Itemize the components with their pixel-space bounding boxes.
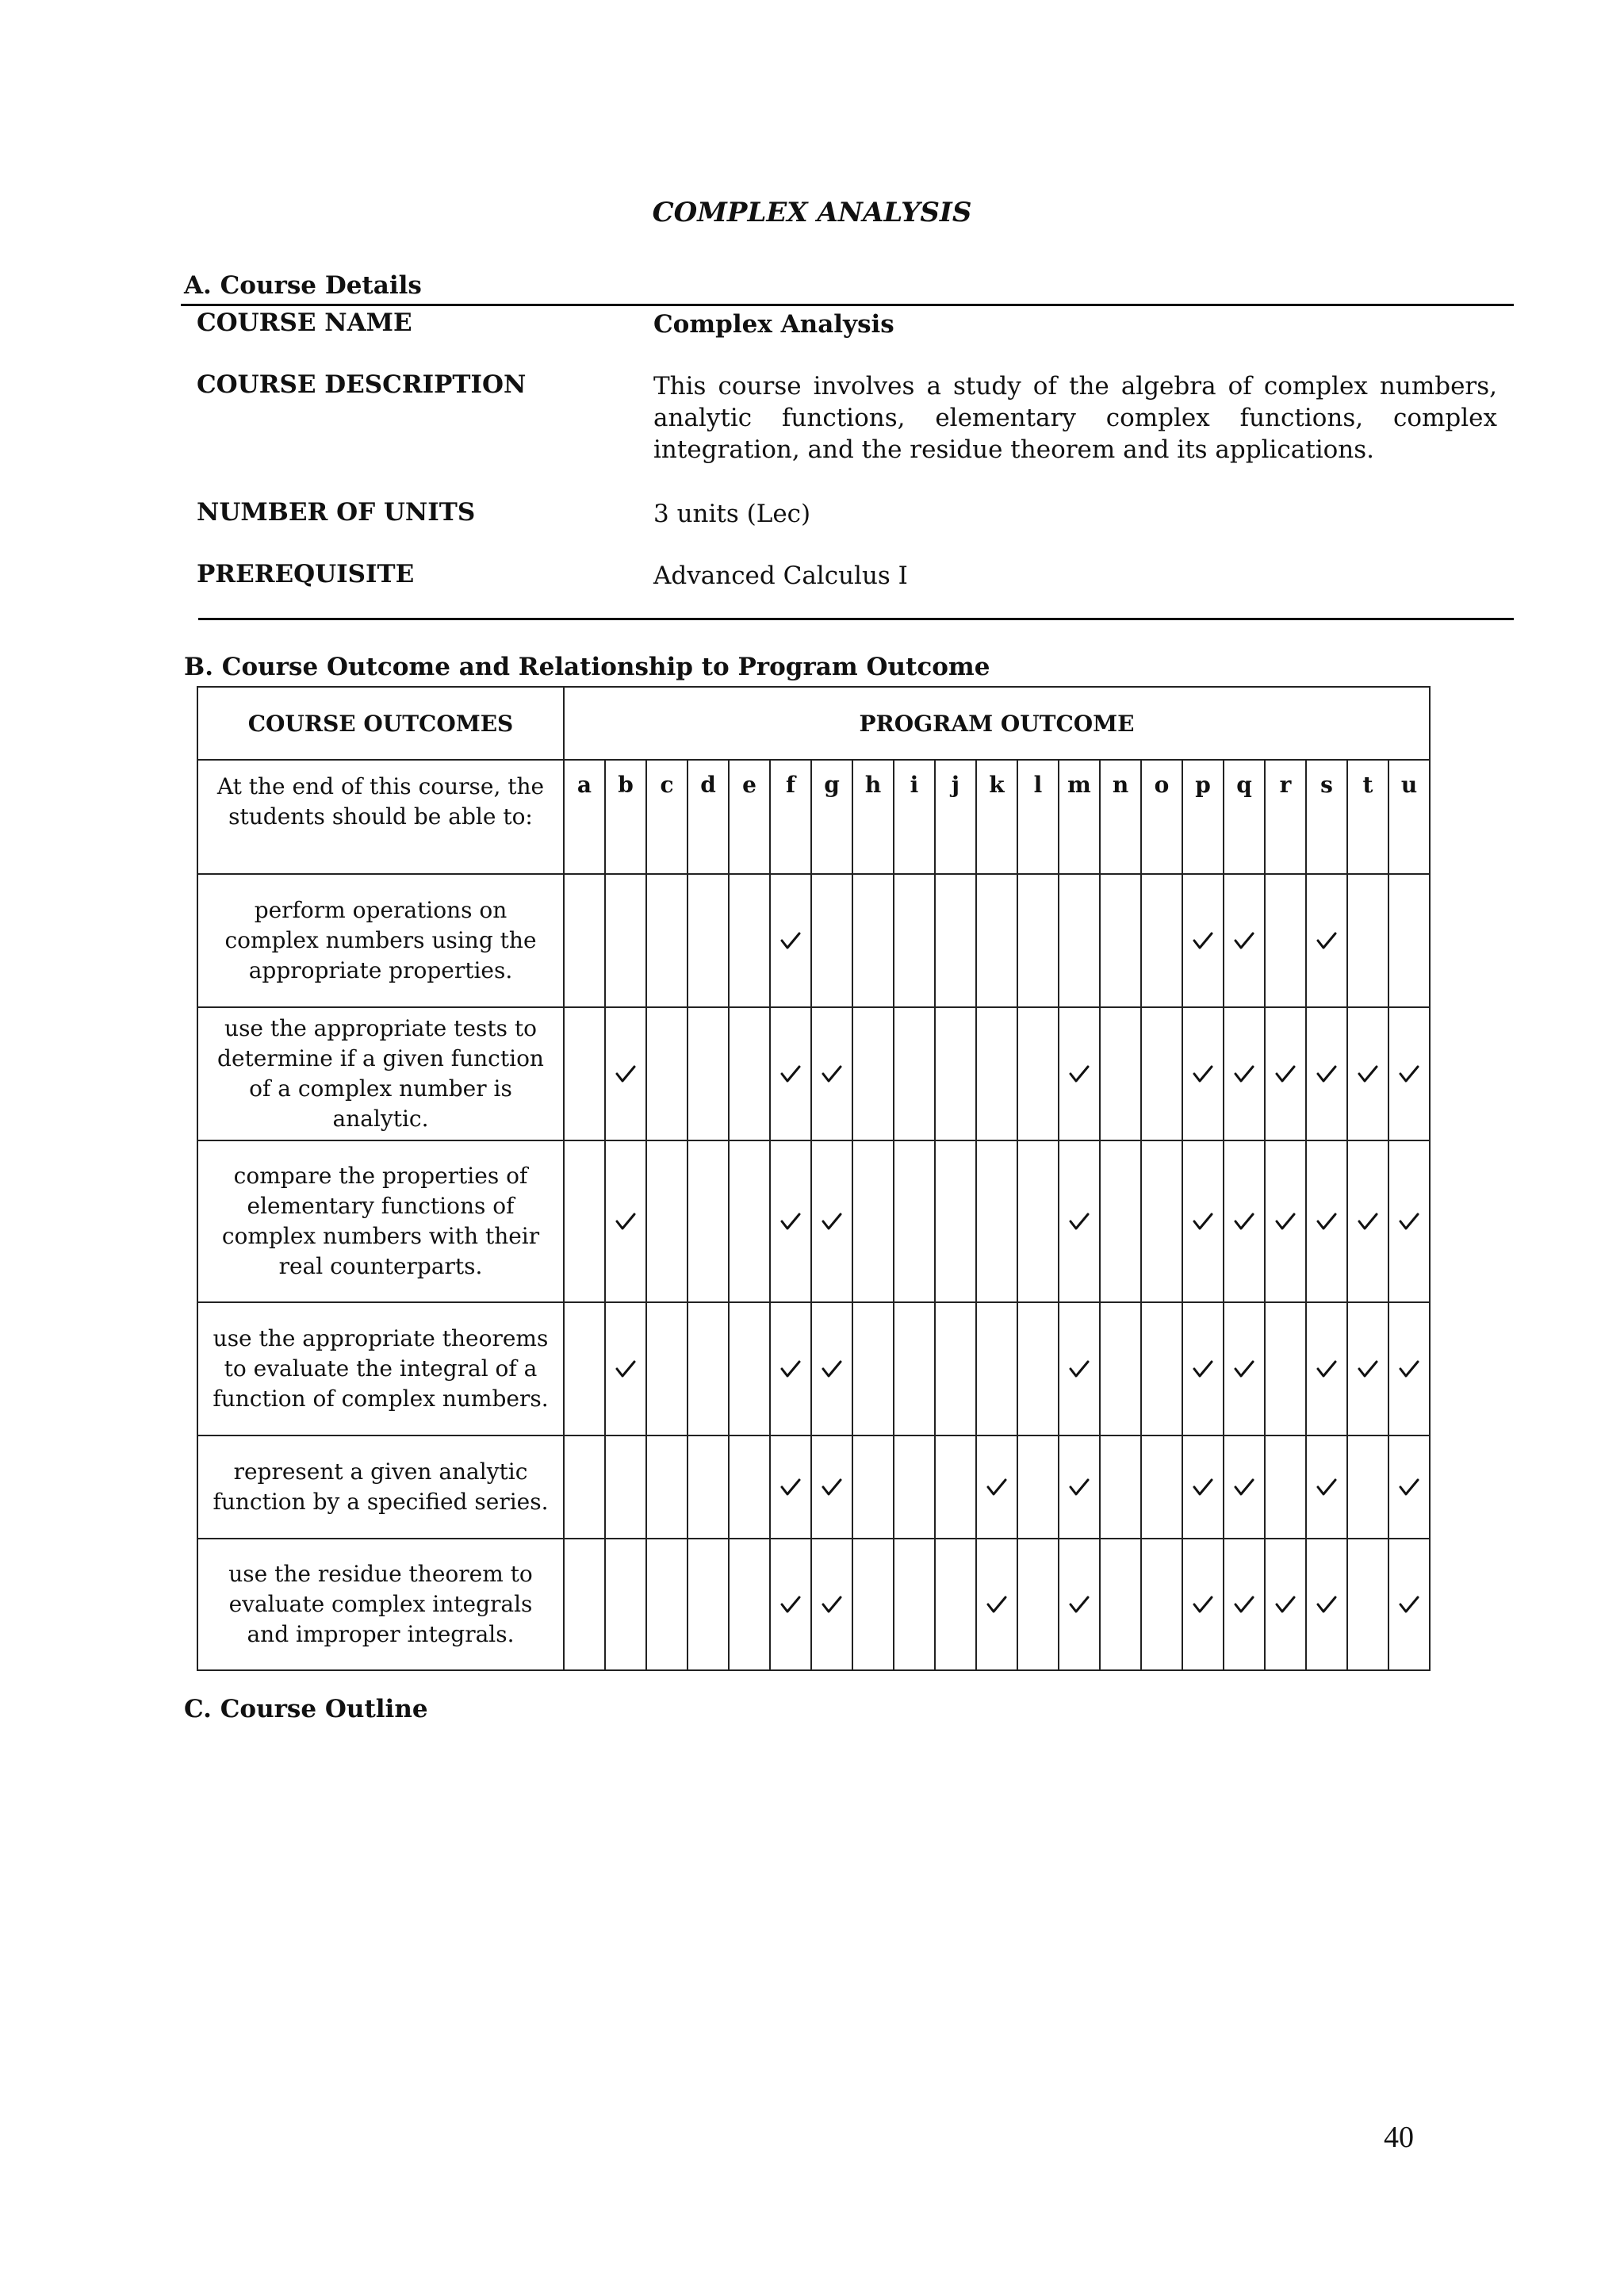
outcomes-table: [197, 686, 1431, 1671]
outcome-cell: [1182, 1007, 1224, 1140]
check-icon: [1234, 1478, 1254, 1497]
outcome-cell: [564, 1302, 605, 1435]
check-icon: [822, 1064, 842, 1083]
program-outcome-letter: d: [688, 760, 729, 874]
check-icon: [1193, 1478, 1213, 1497]
outcome-cell: [729, 1539, 770, 1670]
outcome-cell: [1388, 874, 1430, 1007]
outcome-cell: [688, 874, 729, 1007]
program-outcome-letter: f: [770, 760, 811, 874]
outcome-cell: [976, 1539, 1017, 1670]
section-c-heading: C. Course Outline: [184, 1695, 428, 1723]
program-outcome-letter: o: [1141, 760, 1182, 874]
outcome-cell: [605, 1007, 646, 1140]
outcome-cell: [1224, 1539, 1265, 1670]
check-icon: [1358, 1212, 1378, 1231]
check-icon: [780, 1478, 801, 1497]
outcome-cell: [1059, 1140, 1100, 1302]
outcome-cell: [688, 1435, 729, 1539]
program-outcome-letter: j: [935, 760, 976, 874]
check-icon: [1193, 1359, 1213, 1378]
outcome-cell: [1347, 1140, 1388, 1302]
program-outcome-letter: a: [564, 760, 605, 874]
check-icon: [1399, 1478, 1419, 1497]
outcome-cell: [894, 1140, 935, 1302]
outcome-cell: [646, 1140, 688, 1302]
check-icon: [822, 1478, 842, 1497]
outcome-cell: [564, 874, 605, 1007]
check-icon: [780, 1064, 801, 1083]
check-icon: [1069, 1064, 1090, 1083]
course-name-label: COURSE NAME: [197, 309, 412, 337]
outcome-cell: [935, 874, 976, 1007]
outcome-cell: [1017, 1140, 1059, 1302]
outcome-cell: [1182, 874, 1224, 1007]
outcome-cell: [1224, 1140, 1265, 1302]
outcome-cell: [1224, 1435, 1265, 1539]
check-icon: [1069, 1478, 1090, 1497]
check-icon: [1234, 931, 1254, 950]
outcome-cell: [1141, 1435, 1182, 1539]
outcome-cell: [935, 1539, 976, 1670]
outcome-cell: [646, 1435, 688, 1539]
program-outcome-letter: t: [1347, 760, 1388, 874]
outcome-cell: [1100, 1007, 1141, 1140]
outcome-cell: [1059, 1007, 1100, 1140]
outcome-cell: [852, 1539, 894, 1670]
outcome-cell: [852, 1435, 894, 1539]
check-icon: [1316, 1478, 1337, 1497]
program-outcome-letter: e: [729, 760, 770, 874]
check-icon: [780, 1212, 801, 1231]
outcome-cell: [1141, 1302, 1182, 1435]
outcome-row: [197, 874, 1430, 1007]
course-outcome-text: perform operations on complex numbers using the appropriate properties.: [197, 874, 564, 1007]
outcome-row: [197, 1007, 1430, 1140]
outcome-cell: [811, 874, 852, 1007]
outcome-cell: [1141, 1539, 1182, 1670]
outcome-cell: [1306, 1435, 1347, 1539]
outcome-cell: [1182, 1302, 1224, 1435]
outcome-cell: [1388, 1435, 1430, 1539]
outcome-cell: [646, 1007, 688, 1140]
program-outcome-letter: k: [976, 760, 1017, 874]
outcome-cell: [770, 874, 811, 1007]
course-outcome-text: represent a given analytic function by a specified series.: [197, 1435, 564, 1539]
outcome-cell: [852, 1140, 894, 1302]
check-icon: [1358, 1359, 1378, 1378]
outcome-cell: [1224, 874, 1265, 1007]
course-outcomes-header: COURSE OUTCOMES: [197, 687, 564, 760]
program-outcome-letter: q: [1224, 760, 1265, 874]
outcome-cell: [811, 1302, 852, 1435]
outcome-cell: [1388, 1539, 1430, 1670]
course-outcome-text: compare the properties of elementary functions of complex numbers with their real counterparts.: [197, 1140, 564, 1302]
program-outcome-letter: i: [894, 760, 935, 874]
check-icon: [615, 1212, 636, 1231]
outcome-cell: [564, 1435, 605, 1539]
program-outcome-letter: n: [1100, 760, 1141, 874]
check-icon: [1399, 1359, 1419, 1378]
check-icon: [986, 1595, 1007, 1614]
outcome-cell: [605, 1140, 646, 1302]
course-description-value: This course involves a study of the algebra of complex numbers, analytic functions, elementary complex functions, complex integration, and the residue theorem and its applications.: [653, 372, 1497, 464]
table-subheader-row: [197, 760, 1430, 874]
outcome-cell: [688, 1007, 729, 1140]
program-outcome-letter: s: [1306, 760, 1347, 874]
outcome-cell: [646, 1539, 688, 1670]
check-icon: [1193, 931, 1213, 950]
section-b-heading: B. Course Outcome and Relationship to Program Outcome: [184, 653, 990, 681]
outcome-cell: [935, 1007, 976, 1140]
outcome-cell: [564, 1539, 605, 1670]
outcome-cell: [1265, 1435, 1306, 1539]
prerequisite-label: PREREQUISITE: [197, 560, 415, 588]
outcome-cell: [1100, 1435, 1141, 1539]
check-icon: [1399, 1064, 1419, 1083]
outcome-cell: [1141, 1007, 1182, 1140]
check-icon: [1316, 1359, 1337, 1378]
check-icon: [1316, 931, 1337, 950]
outcome-cell: [1141, 874, 1182, 1007]
outcome-cell: [1017, 874, 1059, 1007]
outcome-cell: [605, 874, 646, 1007]
check-icon: [1069, 1212, 1090, 1231]
outcome-cell: [1265, 1302, 1306, 1435]
check-icon: [1234, 1064, 1254, 1083]
outcome-cell: [1306, 1007, 1347, 1140]
outcome-row: [197, 1539, 1430, 1670]
outcome-cell: [976, 1140, 1017, 1302]
outcome-cell: [688, 1539, 729, 1670]
outcome-cell: [1017, 1302, 1059, 1435]
outcome-cell: [1059, 1539, 1100, 1670]
section-a-heading: A. Course Details: [184, 271, 422, 300]
table-header-row: [197, 687, 1430, 760]
outcome-cell: [688, 1140, 729, 1302]
outcome-cell: [1347, 1007, 1388, 1140]
check-icon: [1234, 1359, 1254, 1378]
outcome-cell: [564, 1007, 605, 1140]
outcome-cell: [976, 874, 1017, 1007]
program-outcome-header: PROGRAM OUTCOME: [564, 687, 1430, 760]
outcome-cell: [1347, 874, 1388, 1007]
outcome-row: [197, 1140, 1430, 1302]
check-icon: [615, 1064, 636, 1083]
program-outcome-letter: g: [811, 760, 852, 874]
outcome-cell: [729, 1140, 770, 1302]
course-outcome-text: use the residue theorem to evaluate complex integrals and improper integrals.: [197, 1539, 564, 1670]
outcome-cell: [1141, 1140, 1182, 1302]
outcome-cell: [1100, 1302, 1141, 1435]
check-icon: [1234, 1212, 1254, 1231]
outcome-cell: [894, 1302, 935, 1435]
program-outcome-letter: m: [1059, 760, 1100, 874]
outcome-cell: [605, 1539, 646, 1670]
outcome-cell: [811, 1539, 852, 1670]
check-icon: [780, 931, 801, 950]
outcome-cell: [770, 1435, 811, 1539]
program-outcome-letter: l: [1017, 760, 1059, 874]
outcome-cell: [1306, 1140, 1347, 1302]
outcome-cell: [1347, 1539, 1388, 1670]
outcome-cell: [935, 1302, 976, 1435]
section-a-bottom-rule: [198, 618, 1514, 620]
outcome-cell: [811, 1435, 852, 1539]
outcome-cell: [1388, 1140, 1430, 1302]
outcome-cell: [976, 1007, 1017, 1140]
outcome-cell: [1224, 1302, 1265, 1435]
program-outcome-letter: p: [1182, 760, 1224, 874]
number-of-units-label: NUMBER OF UNITS: [197, 498, 476, 527]
outcome-cell: [1182, 1435, 1224, 1539]
check-icon: [1399, 1212, 1419, 1231]
outcome-cell: [770, 1007, 811, 1140]
course-description-label: COURSE DESCRIPTION: [197, 370, 527, 399]
outcome-cell: [1182, 1539, 1224, 1670]
course-outcome-text: use the appropriate theorems to evaluate the integral of a function of complex numbers.: [197, 1302, 564, 1435]
check-icon: [1358, 1064, 1378, 1083]
outcome-cell: [1017, 1007, 1059, 1140]
check-icon: [1193, 1212, 1213, 1231]
outcome-cell: [1017, 1435, 1059, 1539]
outcome-cell: [1306, 1302, 1347, 1435]
program-outcome-letter: b: [605, 760, 646, 874]
check-icon: [1316, 1212, 1337, 1231]
check-icon: [1275, 1595, 1296, 1614]
outcome-cell: [1265, 1007, 1306, 1140]
outcome-cell: [729, 874, 770, 1007]
outcome-cell: [564, 1140, 605, 1302]
outcome-cell: [1265, 874, 1306, 1007]
outcome-cell: [1017, 1539, 1059, 1670]
check-icon: [822, 1359, 842, 1378]
prerequisite-value: Advanced Calculus I: [653, 562, 908, 590]
check-icon: [986, 1478, 1007, 1497]
outcome-cell: [1265, 1539, 1306, 1670]
check-icon: [1193, 1595, 1213, 1614]
course-outcomes-intro: At the end of this course, the students should be able to:: [197, 760, 564, 874]
course-name-value: Complex Analysis: [653, 310, 894, 339]
check-icon: [822, 1212, 842, 1231]
outcome-cell: [770, 1140, 811, 1302]
outcome-cell: [894, 1007, 935, 1140]
outcome-cell: [811, 1140, 852, 1302]
outcome-cell: [1347, 1435, 1388, 1539]
outcome-cell: [1100, 874, 1141, 1007]
outcome-cell: [1306, 874, 1347, 1007]
check-icon: [1316, 1064, 1337, 1083]
outcome-cell: [1265, 1140, 1306, 1302]
number-of-units-value: 3 units (Lec): [653, 500, 811, 528]
outcome-cell: [1224, 1007, 1265, 1140]
program-outcome-letter: u: [1388, 760, 1430, 874]
check-icon: [822, 1595, 842, 1614]
outcome-cell: [852, 1302, 894, 1435]
check-icon: [1316, 1595, 1337, 1614]
check-icon: [1234, 1595, 1254, 1614]
outcome-cell: [1388, 1007, 1430, 1140]
outcome-row: [197, 1435, 1430, 1539]
outcome-cell: [605, 1302, 646, 1435]
outcome-cell: [1182, 1140, 1224, 1302]
outcome-row: [197, 1302, 1430, 1435]
check-icon: [1193, 1064, 1213, 1083]
check-icon: [1275, 1212, 1296, 1231]
outcome-cell: [935, 1435, 976, 1539]
check-icon: [1275, 1064, 1296, 1083]
outcome-cell: [1100, 1140, 1141, 1302]
program-outcome-letter: c: [646, 760, 688, 874]
outcome-cell: [1100, 1539, 1141, 1670]
check-icon: [780, 1359, 801, 1378]
outcome-cell: [894, 874, 935, 1007]
outcome-cell: [729, 1302, 770, 1435]
outcome-cell: [935, 1140, 976, 1302]
outcome-cell: [1059, 874, 1100, 1007]
page-number: 40: [1384, 2121, 1414, 2154]
check-icon: [1069, 1359, 1090, 1378]
outcome-cell: [852, 1007, 894, 1140]
course-outcome-text: use the appropriate tests to determine if a given function of a complex number is analytic.: [197, 1007, 564, 1140]
check-icon: [615, 1359, 636, 1378]
outcome-cell: [976, 1302, 1017, 1435]
outcome-cell: [1059, 1435, 1100, 1539]
outcome-cell: [646, 1302, 688, 1435]
program-outcome-letter: r: [1265, 760, 1306, 874]
section-a-top-rule: [181, 304, 1514, 306]
outcome-cell: [770, 1302, 811, 1435]
check-icon: [1399, 1595, 1419, 1614]
outcome-cell: [605, 1435, 646, 1539]
check-icon: [1069, 1595, 1090, 1614]
outcome-cell: [1388, 1302, 1430, 1435]
outcome-cell: [770, 1539, 811, 1670]
program-outcome-letter: h: [852, 760, 894, 874]
outcome-cell: [852, 874, 894, 1007]
outcome-cell: [1347, 1302, 1388, 1435]
outcome-cell: [811, 1007, 852, 1140]
outcome-cell: [729, 1435, 770, 1539]
outcome-cell: [1059, 1302, 1100, 1435]
outcome-cell: [894, 1435, 935, 1539]
outcome-cell: [646, 874, 688, 1007]
check-icon: [780, 1595, 801, 1614]
outcome-cell: [894, 1539, 935, 1670]
outcome-cell: [729, 1007, 770, 1140]
outcome-cell: [1306, 1539, 1347, 1670]
document-title: COMPLEX ANALYSIS: [652, 197, 972, 228]
outcome-cell: [688, 1302, 729, 1435]
outcome-cell: [976, 1435, 1017, 1539]
